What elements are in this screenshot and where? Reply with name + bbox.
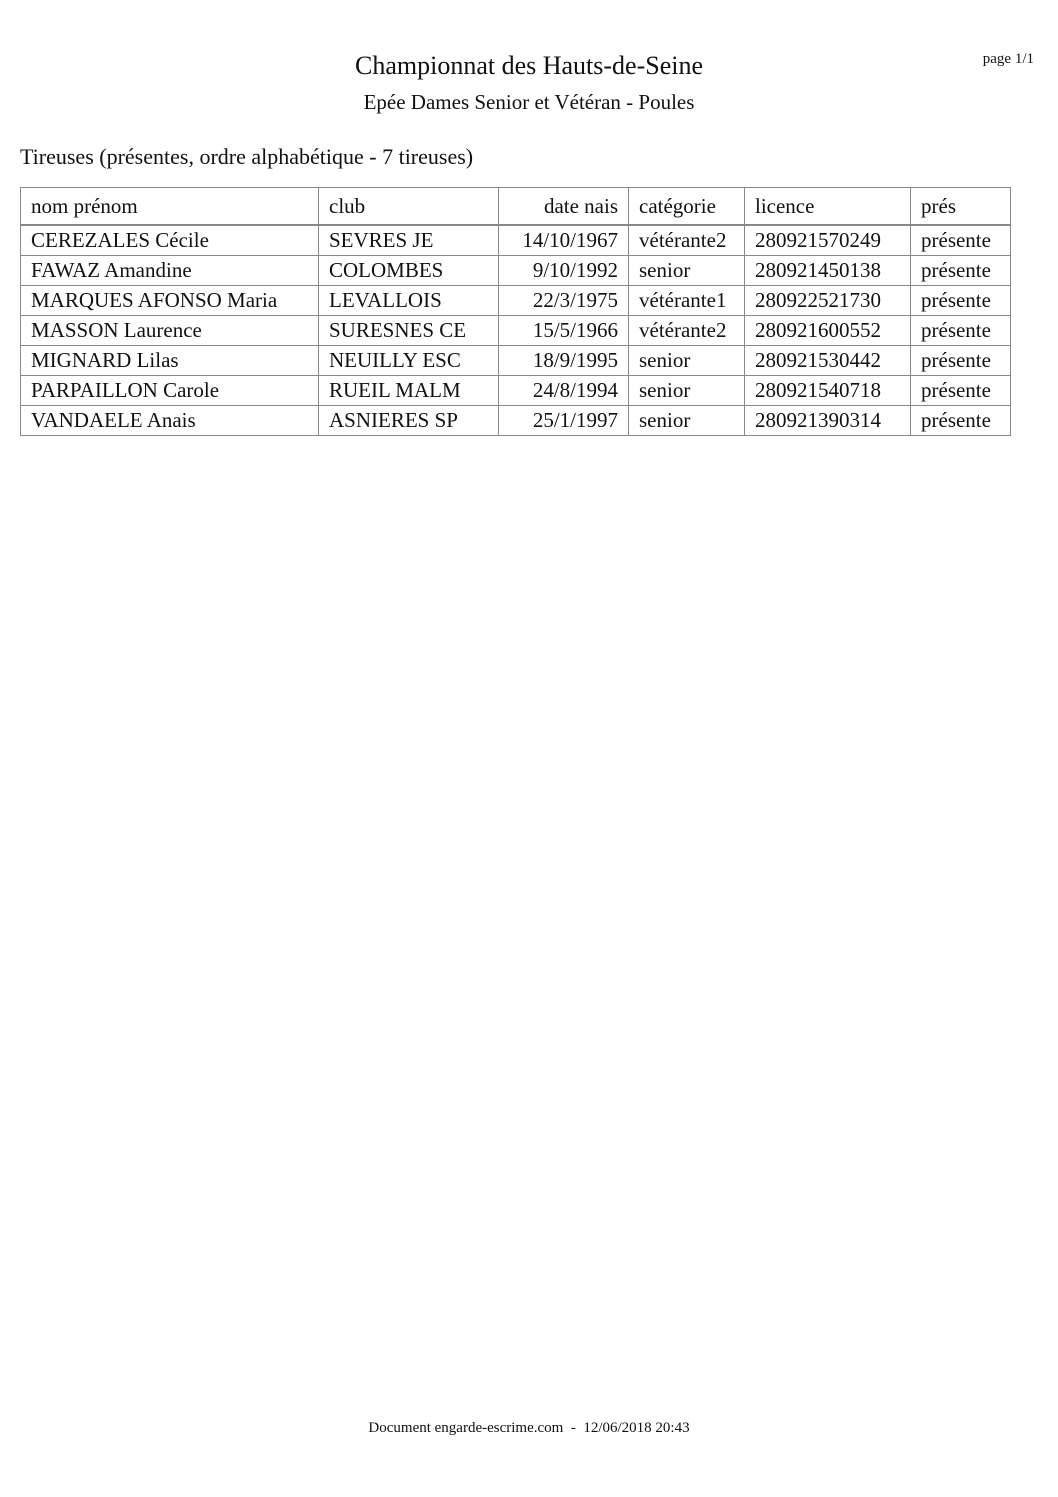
cell-presence: présente bbox=[911, 406, 1011, 436]
cell-name: CEREZALES Cécile bbox=[21, 225, 319, 256]
cell-presence: présente bbox=[911, 286, 1011, 316]
table-header-row bbox=[21, 188, 1011, 226]
column-header-name: nom prénom bbox=[21, 188, 319, 226]
cell-category: senior bbox=[629, 256, 745, 286]
cell-category: senior bbox=[629, 376, 745, 406]
cell-club: SURESNES CE bbox=[319, 316, 499, 346]
cell-presence: présente bbox=[911, 346, 1011, 376]
table-row bbox=[21, 256, 1011, 286]
document-subtitle: Epée Dames Senior et Vétéran - Poules bbox=[363, 90, 695, 114]
page-number: page 1/1 bbox=[982, 51, 1034, 67]
cell-presence: présente bbox=[911, 225, 1011, 256]
table-row bbox=[21, 406, 1011, 436]
table-row bbox=[21, 346, 1011, 376]
cell-presence: présente bbox=[911, 376, 1011, 406]
footer-source: Document engarde-escrime.com bbox=[368, 1420, 564, 1436]
cell-license: 280922521730 bbox=[745, 286, 911, 316]
cell-birthdate: 25/1/1997 bbox=[499, 406, 629, 436]
cell-license: 280921390314 bbox=[745, 406, 911, 436]
cell-category: senior bbox=[629, 346, 745, 376]
column-header-license: licence bbox=[745, 188, 911, 226]
cell-club: ASNIERES SP bbox=[319, 406, 499, 436]
cell-name: MARQUES AFONSO Maria bbox=[21, 286, 319, 316]
cell-category: senior bbox=[629, 406, 745, 436]
cell-name: PARPAILLON Carole bbox=[21, 376, 319, 406]
cell-category: vétérante1 bbox=[629, 286, 745, 316]
cell-birthdate: 9/10/1992 bbox=[499, 256, 629, 286]
cell-birthdate: 18/9/1995 bbox=[499, 346, 629, 376]
document-title: Championnat des Hauts-de-Seine bbox=[354, 51, 704, 80]
cell-category: vétérante2 bbox=[629, 225, 745, 256]
cell-license: 280921450138 bbox=[745, 256, 911, 286]
table-row bbox=[21, 225, 1011, 256]
column-header-club: club bbox=[319, 188, 499, 226]
column-header-birthdate: date nais bbox=[499, 188, 629, 226]
cell-name: VANDAELE Anais bbox=[21, 406, 319, 436]
cell-club: COLOMBES bbox=[319, 256, 499, 286]
cell-name: MASSON Laurence bbox=[21, 316, 319, 346]
cell-birthdate: 15/5/1966 bbox=[499, 316, 629, 346]
table-row bbox=[21, 286, 1011, 316]
cell-license: 280921570249 bbox=[745, 225, 911, 256]
cell-presence: présente bbox=[911, 316, 1011, 346]
cell-name: FAWAZ Amandine bbox=[21, 256, 319, 286]
section-heading: Tireuses (présentes, ordre alphabétique - 7 tireuses) bbox=[20, 144, 474, 169]
cell-license: 280921530442 bbox=[745, 346, 911, 376]
table-row bbox=[21, 376, 1011, 406]
table-row bbox=[21, 316, 1011, 346]
cell-club: RUEIL MALM bbox=[319, 376, 499, 406]
cell-club: LEVALLOIS bbox=[319, 286, 499, 316]
footer-separator: - bbox=[563, 1420, 584, 1436]
page-footer bbox=[0, 1420, 1058, 1437]
cell-presence: présente bbox=[911, 256, 1011, 286]
cell-name: MIGNARD Lilas bbox=[21, 346, 319, 376]
footer-timestamp: 12/06/2018 20:43 bbox=[583, 1420, 690, 1436]
column-header-category: catégorie bbox=[629, 188, 745, 226]
fencers-table bbox=[20, 187, 1011, 436]
cell-license: 280921540718 bbox=[745, 376, 911, 406]
column-header-presence: prés bbox=[911, 188, 1011, 226]
cell-birthdate: 14/10/1967 bbox=[499, 225, 629, 256]
cell-birthdate: 24/8/1994 bbox=[499, 376, 629, 406]
cell-club: SEVRES JE bbox=[319, 225, 499, 256]
cell-category: vétérante2 bbox=[629, 316, 745, 346]
cell-birthdate: 22/3/1975 bbox=[499, 286, 629, 316]
cell-license: 280921600552 bbox=[745, 316, 911, 346]
cell-club: NEUILLY ESC bbox=[319, 346, 499, 376]
